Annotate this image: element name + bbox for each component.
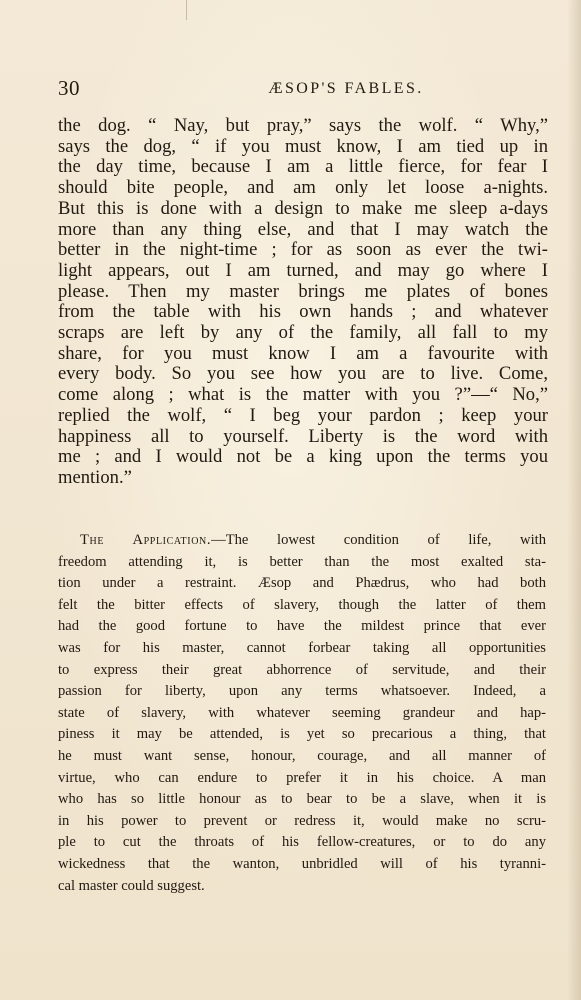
fable-line: better in the night-time ; for as soon as ever the twi- [58, 239, 548, 261]
fable-line: happiness all to yourself. Liberty is the word with [58, 425, 548, 447]
application-line: in his power to prevent or redress it, would make no scru- [58, 812, 546, 829]
fable-line: me ; and I would not be a king upon the terms you [58, 446, 548, 468]
fable-line: from the table with his own hands ; and whatever [58, 301, 548, 323]
fable-line: says the dog, “ if you must know, I am tied up in [58, 135, 548, 157]
fable-line: come along ; what is the matter with you ?”—“ No,” [58, 384, 548, 406]
application-line: freedom attending it, is better than the most exalted sta- [58, 553, 546, 570]
fable-line: mention.” [58, 466, 132, 488]
application-line: wickedness that the wanton, unbridled will of his tyranni- [58, 855, 546, 872]
application-line: was for his master, cannot forbear taking all opportunities [58, 639, 546, 656]
application-line: who has so little honour as to bear to be a slave, when it is [58, 791, 546, 808]
application-section [58, 530, 546, 897]
fable-line: light appears, out I am turned, and may go where I [58, 259, 548, 281]
page-edge-shadow [567, 0, 581, 1000]
fable-text [58, 116, 548, 489]
application-line: virtue, who can endure to prefer it in his choice. A man [58, 769, 546, 786]
page-mark [186, 0, 187, 20]
application-line: ple to cut the throats of his fellow-creatures, or to do any [58, 834, 546, 851]
application-line: had the good fortune to have the mildest prince that ever [58, 618, 546, 635]
fable-line: the dog. “ Nay, but pray,” says the wolf. “ Why,” [58, 115, 548, 136]
application-first-line [80, 530, 546, 552]
fable-line: But this is done with a design to make me sleep a-days [58, 197, 548, 219]
fable-line: should bite people, and am only let loose a-nights. [58, 177, 548, 199]
fable-line: please. Then my master brings me plates of bones [58, 280, 548, 302]
fable-line: scraps are left by any of the family, all fall to my [58, 322, 548, 344]
application-line: felt the bitter effects of slavery, though the latter of them [58, 596, 546, 613]
application-text [58, 530, 546, 897]
application-body [58, 552, 546, 898]
fable-line: replied the wolf, “ I beg your pardon ; keep your [58, 404, 548, 426]
application-line: cal master could suggest. [58, 877, 205, 894]
fable-line: the day time, because I am a little fierce, for fear I [58, 156, 548, 178]
page-number: 30 [58, 76, 80, 100]
fable-line: share, for you must know I am a favourite with [58, 342, 548, 364]
application-line: he must want sense, honour, courage, and all manner of [58, 747, 546, 764]
page-header [58, 76, 550, 106]
fable-line: more than any thing else, and that I may watch the [58, 218, 548, 240]
application-heading: The Application. [80, 532, 212, 548]
fable-line: every body. So you see how you are to live. Come, [58, 363, 548, 385]
application-line: —The lowest condition of life, with [211, 532, 546, 548]
application-line: state of slavery, with whatever seeming grandeur and hap- [58, 704, 546, 721]
application-line: to express their great abhorrence of servitude, and their [58, 661, 546, 678]
application-line: tion under a restraint. Æsop and Phædrus, who had both [58, 575, 546, 592]
running-title: ÆSOP'S FABLES. [268, 80, 424, 97]
application-line: piness it may be attended, is yet so precarious a thing, that [58, 726, 546, 743]
application-line: passion for liberty, upon any terms whatsoever. Indeed, a [58, 683, 546, 700]
